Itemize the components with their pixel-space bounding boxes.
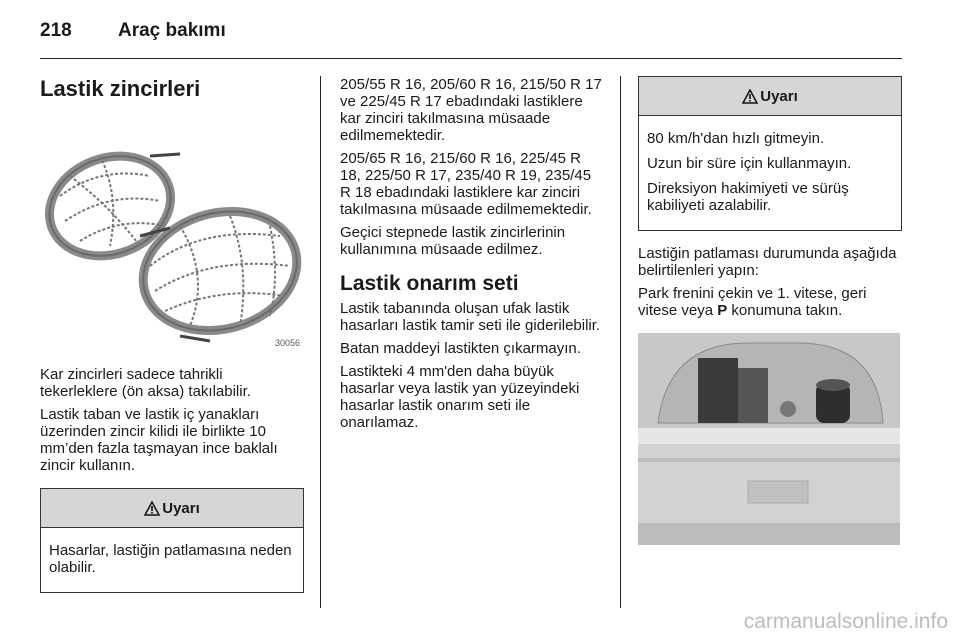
warning-body — [41, 528, 303, 592]
page-header — [40, 20, 226, 42]
warning-label: Uyarı — [162, 499, 200, 517]
page-number: 218 — [40, 20, 72, 41]
paragraph: Kar zincirleri sadece tahrikli tekerleklere (ön aksa) takılabilir. — [40, 366, 251, 400]
paragraph — [638, 285, 902, 319]
figure-number: 30056 — [274, 338, 300, 348]
column-left — [40, 76, 304, 593]
paragraph-text: Park frenini çekin ve 1. vitese, geri vitese veya — [638, 285, 867, 319]
warning-header — [41, 489, 303, 528]
warning-line: Direksiyon hakimiyeti ve sürüş kabiliyeti azalabilir. — [647, 180, 849, 214]
warning-text: Hasarlar, lastiğin patlamasına neden olabilir. — [49, 542, 292, 576]
warning-line: 80 km/h'dan hızlı gitmeyin. — [647, 130, 825, 147]
watermark: carmanualsonline.info — [743, 610, 948, 633]
column-divider-right — [620, 76, 621, 608]
column-divider-left — [320, 76, 321, 608]
paragraph: Lastikteki 4 mm'den daha büyük hasarlar veya lastik yan yüzeyindeki hasarlar lastik onarım seti ile onarılamaz. — [340, 363, 580, 431]
paragraph: Lastik taban ve lastik iç yanakları üzerinden zincir kilidi ile birlikte 10 mm’den fazla taşmayan ince baklalı zincir kullanın. — [40, 406, 278, 474]
warning-header — [639, 77, 901, 116]
header-title: Araç bakımı — [118, 20, 226, 41]
header-rule — [40, 58, 902, 59]
paragraph: 205/55 R 16, 205/60 R 16, 215/50 R 17 ve 225/45 R 17 ebadındaki lastiklere kar zinciri takılmasına müsaade edilmemektedir. — [340, 76, 602, 144]
warning-box — [40, 488, 304, 593]
warning-triangle-icon — [742, 89, 758, 104]
trunk-image — [638, 333, 900, 545]
paragraph: Batan maddeyi lastikten çıkarmayın. — [340, 340, 581, 357]
warning-box — [638, 76, 902, 231]
section-title-snow-chains: Lastik zincirleri — [40, 76, 201, 101]
paragraph: Lastik tabanında oluşan ufak lastik hasarları lastik tamir seti ile giderilebilir. — [340, 300, 601, 334]
warning-label: Uyarı — [760, 87, 798, 105]
paragraph: Geçici stepnede lastik zincirlerinin kullanımına müsaade edilmez. — [340, 224, 566, 258]
gear-position-p: P — [717, 302, 728, 319]
paragraph: 205/65 R 16, 215/60 R 16, 225/45 R 18, 225/50 R 17, 235/40 R 19, 235/45 R 18 ebadındaki lastiklere kar zinciri takılmasına müsaade edilmemektedir. — [340, 150, 592, 218]
trunk-repair-kit-photo — [638, 333, 900, 545]
paragraph-text: konumuna takın. — [727, 302, 843, 319]
snow-chains-image — [40, 136, 304, 348]
section-title-repair-kit: Lastik onarım seti — [340, 272, 519, 295]
warning-line: Uzun bir süre için kullanmayın. — [647, 155, 852, 172]
column-right — [638, 76, 902, 545]
snow-chain-illustration — [40, 136, 304, 348]
column-middle — [340, 76, 606, 437]
warning-triangle-icon — [144, 501, 160, 516]
paragraph: Lastiğin patlaması durumunda aşağıda belirtilenleri yapın: — [638, 245, 897, 279]
warning-body — [639, 116, 901, 230]
